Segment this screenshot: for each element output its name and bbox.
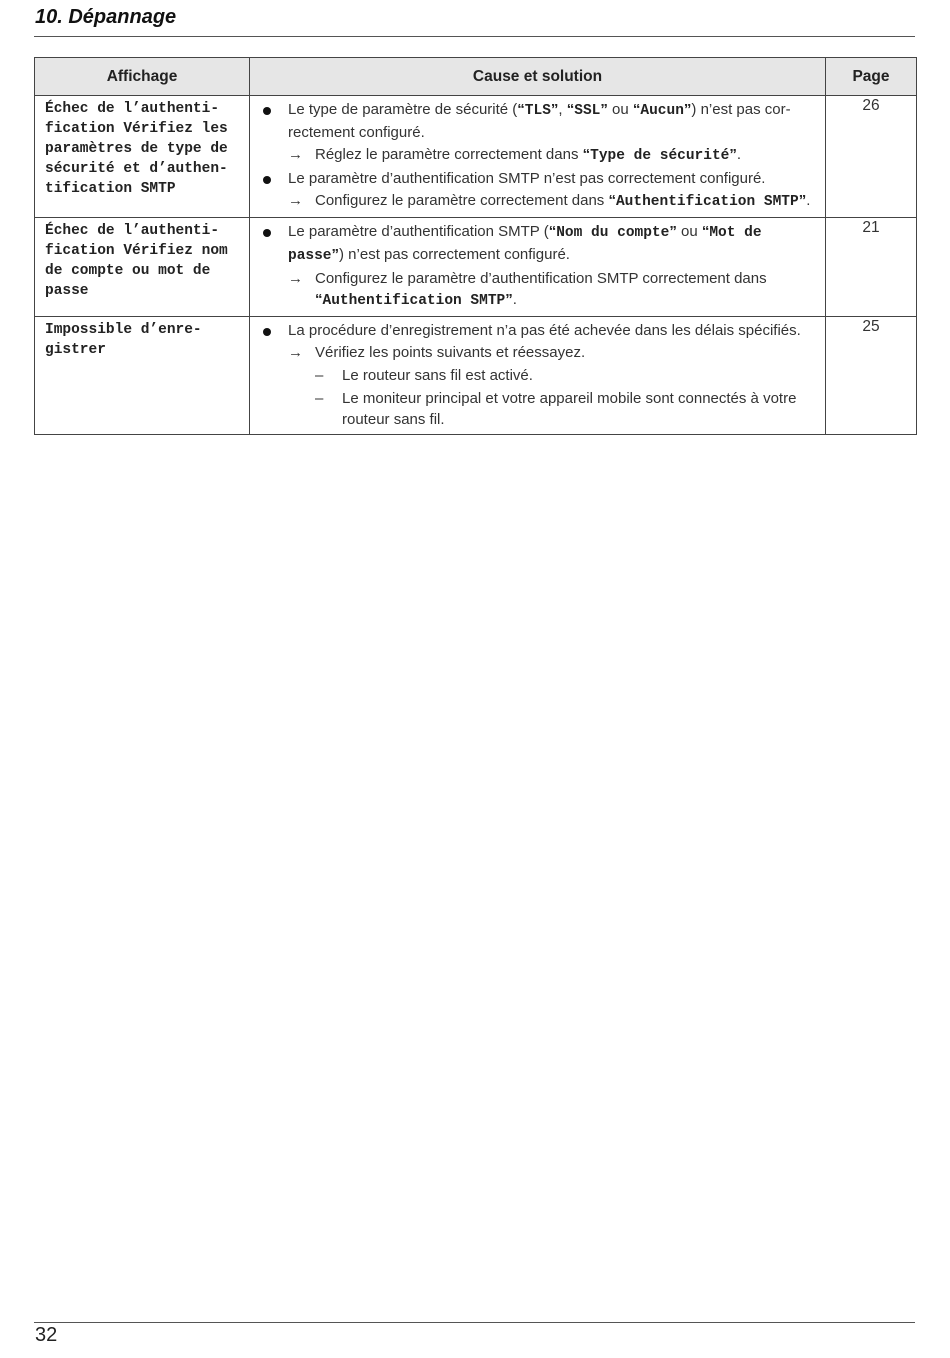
display-message-line: fication Vérifiez nom <box>45 243 228 259</box>
page-reference: 25 <box>826 317 917 435</box>
title-rule <box>34 36 915 37</box>
cause-text: Le paramètre d’authentification SMTP n’est pas correctement configuré. <box>288 170 766 187</box>
quote-mark: ” <box>669 223 677 240</box>
cause-text: ou <box>676 223 702 240</box>
cause-item <box>261 221 817 267</box>
check-text: Le moniteur principal et votre appareil mobile sont connectés à votre routeur sans fil. <box>342 390 797 428</box>
display-message-cell <box>35 317 250 435</box>
quote-mark: “ <box>582 146 591 163</box>
setting-name: Mot de passe <box>288 225 762 264</box>
cause-text: ) n’est pas cor-rectement configuré. <box>288 101 791 141</box>
cause-solution-cell <box>250 317 826 435</box>
quote-mark: ” <box>550 101 559 118</box>
quote-mark: ” <box>683 101 692 118</box>
setting-name: Aucun <box>640 103 684 119</box>
bullet-icon <box>263 229 271 237</box>
cause-item <box>261 99 817 143</box>
solution-text: . <box>736 146 742 163</box>
display-message-line: paramètres de type de <box>45 141 228 157</box>
check-item <box>261 365 817 386</box>
display-message-line: sécurité et d’authen- <box>45 161 228 177</box>
setting-name: TLS <box>524 103 551 119</box>
setting-name: Nom du compte <box>556 225 670 241</box>
display-message-line: passe <box>45 283 89 299</box>
troubleshooting-table <box>34 57 917 435</box>
footer-rule <box>34 1322 915 1323</box>
solution-text: Configurez le paramètre d’authentification SMTP correctement dans <box>315 270 767 287</box>
check-item <box>261 388 817 430</box>
arrow-icon: → <box>288 270 303 287</box>
cause-item <box>261 168 817 189</box>
display-message-line: fication Vérifiez les <box>45 121 228 137</box>
solution-text: Réglez le paramètre correctement dans <box>315 146 583 163</box>
display-message-cell <box>35 96 250 218</box>
quote-mark: ” <box>600 101 608 118</box>
solution-item <box>261 190 817 213</box>
cause-text: ou <box>607 101 633 118</box>
setting-name: Type de sécurité <box>590 148 730 164</box>
column-header-cause: Cause et solution <box>250 58 826 96</box>
display-message-line: Échec de l’authenti- <box>45 101 220 117</box>
cause-item <box>261 320 817 341</box>
cause-text: Le type de paramètre de sécurité ( <box>288 101 518 118</box>
bullet-icon <box>263 107 271 115</box>
solution-text: . <box>512 291 517 308</box>
solution-text: Vérifiez les points suivants et réessayez. <box>315 344 586 361</box>
dash-icon: – <box>315 367 324 384</box>
arrow-icon: → <box>288 192 303 209</box>
quote-mark: ” <box>331 246 340 263</box>
dash-icon: – <box>315 390 324 407</box>
arrow-icon: → <box>288 344 303 361</box>
display-message-line: de compte ou mot de <box>45 263 211 279</box>
table-row <box>35 96 917 218</box>
page-number: 32 <box>35 1324 58 1346</box>
table-row <box>35 317 917 435</box>
quote-mark: ” <box>798 192 807 209</box>
cause-solution-cell <box>250 96 826 218</box>
cause-text: Le paramètre d’authentification SMTP ( <box>288 223 549 240</box>
solution-text: Configurez le paramètre correctement dans <box>315 192 609 209</box>
arrow-icon: → <box>288 146 303 163</box>
cause-text: ) n’est pas correctement configuré. <box>339 246 570 263</box>
solution-item <box>261 268 817 312</box>
solution-item <box>261 144 817 167</box>
cause-text: La procédure d’enregistrement n’a pas été achevée dans les délais spécifiés. <box>288 322 801 339</box>
quote-mark: “ <box>608 192 616 209</box>
display-message-line: gistrer <box>45 342 106 358</box>
section-title: 10. Dépannage <box>35 6 177 28</box>
setting-name: Authentification SMTP <box>322 293 506 309</box>
quote-mark: “ <box>517 101 525 118</box>
display-message-line: Impossible d’enre- <box>45 322 202 338</box>
bullet-icon <box>263 328 271 336</box>
cause-text: , <box>558 101 567 118</box>
setting-name: SSL <box>574 103 601 119</box>
table-header-row <box>35 58 917 96</box>
table-row <box>35 218 917 317</box>
column-header-display: Affichage <box>35 58 250 96</box>
display-message-line: Échec de l’authenti- <box>45 223 220 239</box>
page-reference: 26 <box>826 96 917 218</box>
quote-mark: ” <box>505 291 513 308</box>
quote-mark: “ <box>701 223 710 240</box>
setting-name: Authentification SMTP <box>615 194 799 210</box>
column-header-page: Page <box>826 58 917 96</box>
display-message-line: tification SMTP <box>45 181 176 197</box>
bullet-icon <box>263 176 271 184</box>
cause-solution-cell <box>250 218 826 317</box>
quote-mark: “ <box>548 223 557 240</box>
page-reference: 21 <box>826 218 917 317</box>
solution-item <box>261 342 817 363</box>
check-text: Le routeur sans fil est activé. <box>342 367 533 384</box>
quote-mark: “ <box>632 101 641 118</box>
display-message-cell <box>35 218 250 317</box>
quote-mark: “ <box>315 291 323 308</box>
quote-mark: ” <box>729 146 737 163</box>
quote-mark: “ <box>566 101 575 118</box>
solution-text: . <box>806 192 811 209</box>
